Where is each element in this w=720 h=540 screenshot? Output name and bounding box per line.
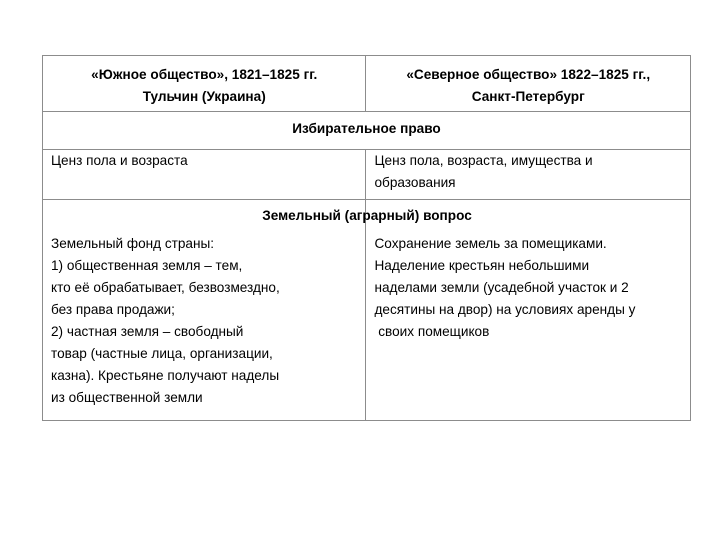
northern-society-title: «Северное общество» 1822–1825 гг., xyxy=(406,67,651,82)
southern-land-cell xyxy=(43,200,366,421)
southern-land-line: 1) общественная земля – тем, xyxy=(51,258,243,273)
land-row xyxy=(43,200,691,421)
southern-land-line: без права продажи; xyxy=(51,302,175,317)
southern-land-line: кто её обрабатывает, безвозмездно, xyxy=(51,280,280,295)
northern-suffrage-line: образования xyxy=(374,175,456,190)
northern-land-line: Сохранение земель за помещиками. xyxy=(374,236,607,251)
southern-land-line: Земельный фонд страны: xyxy=(51,236,215,251)
southern-suffrage-cell xyxy=(43,150,366,200)
northern-society-location: Санкт-Петербург xyxy=(471,89,585,104)
suffrage-section-row xyxy=(43,112,691,150)
comparison-table xyxy=(42,55,691,421)
southern-land-line: из общественной земли xyxy=(51,390,203,405)
header-row xyxy=(43,56,691,112)
southern-land-line: 2) частная земля – свободный xyxy=(51,324,244,339)
southern-society-header xyxy=(43,56,366,112)
land-section-title: Земельный (аграрный) вопрос xyxy=(262,208,472,223)
northern-suffrage-cell xyxy=(366,150,691,200)
northern-land-cell xyxy=(366,200,691,421)
suffrage-section-title: Избирательное право xyxy=(43,112,691,150)
northern-land-line: десятины на двор) на условиях аренды у xyxy=(374,302,636,317)
southern-society-title: «Южное общество», 1821–1825 гг. xyxy=(91,67,318,82)
southern-society-location: Тульчин (Украина) xyxy=(142,89,266,104)
southern-land-line: товар (частные лица, организации, xyxy=(51,346,273,361)
northern-land-line: своих помещиков xyxy=(374,324,490,339)
northern-land-line: Наделение крестьян небольшими xyxy=(374,258,590,273)
northern-suffrage-line: Ценз пола, возраста, имущества и xyxy=(374,153,593,168)
northern-society-header xyxy=(366,56,691,112)
southern-suffrage-line: Ценз пола и возраста xyxy=(51,153,188,168)
southern-land-line: казна). Крестьяне получают наделы xyxy=(51,368,280,383)
northern-land-line: наделами земли (усадебной участок и 2 xyxy=(374,280,629,295)
suffrage-row xyxy=(43,150,691,200)
